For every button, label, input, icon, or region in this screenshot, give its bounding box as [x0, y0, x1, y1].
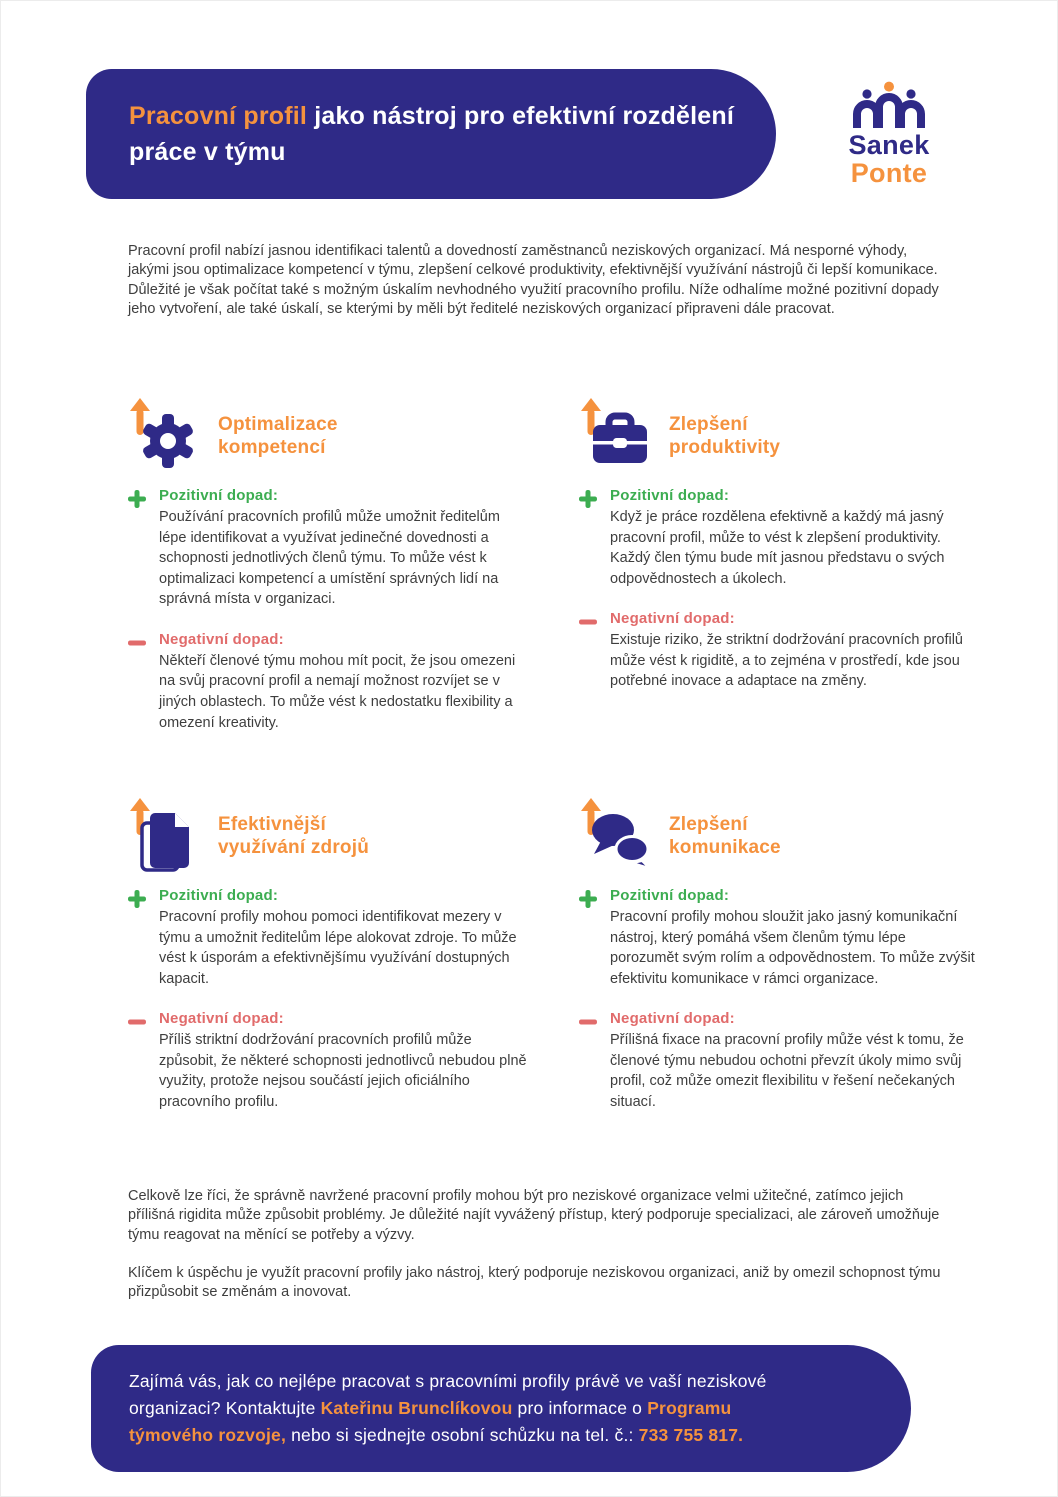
page-title — [129, 98, 736, 171]
section-title-line1: Optimalizace — [218, 413, 338, 435]
footer-text-part1: Zajímá vás, jak co nejlépe pracovat s pracovními profily právě ve vaší neziskové organizaci? Kontaktujte — [129, 1370, 767, 1418]
plus-icon — [128, 887, 146, 989]
section-title-line2: kompetencí — [218, 437, 326, 458]
minus-icon — [579, 610, 597, 692]
positive-impact-label: Pozitivní dopad: — [159, 487, 279, 504]
negative-impact-text: Někteří členové týmu mohou mít pocit, že jsou omezeni na svůj pracovní profil a nemají možnost rozvíjet se v jiných oblastech. To může vést k nedostatku flexibility a omezení kreativity. — [159, 652, 516, 731]
page-title-highlight: Pracovní profil — [129, 101, 308, 130]
section-header — [579, 397, 991, 475]
section-title-line1: Zlepšení — [669, 813, 748, 835]
minus-icon — [128, 631, 146, 733]
positive-impact-body — [610, 487, 978, 589]
positive-impact-body — [610, 887, 978, 989]
positive-impact-body — [159, 487, 527, 610]
negative-impact-label: Negativní dopad: — [159, 1010, 284, 1028]
chat-bubbles-icon — [589, 811, 651, 869]
positive-impact-text: Když je práce rozdělena efektivně a každý má jasný pracovní profil, může to vést k zlepšení produktivity. Každý člen týmu bude mít jasnou představu o svých odpovědnostech a úkolech. — [610, 509, 945, 587]
negative-impact-label: Negativní dopad: — [159, 630, 284, 648]
negative-impact-block — [128, 631, 540, 733]
section-title-line1: Zlepšení — [669, 413, 748, 435]
positive-impact-block — [579, 487, 991, 589]
header-banner — [86, 69, 776, 199]
section-title-line2: využívání zdrojů — [218, 837, 370, 858]
section-title-line1: Efektivnější — [218, 813, 327, 835]
minus-icon — [128, 1010, 146, 1112]
section-icon-wrap — [579, 797, 651, 875]
footer-contact-text — [129, 1368, 816, 1449]
positive-impact-body — [159, 887, 527, 989]
section-title — [218, 413, 338, 459]
document-icon — [138, 811, 194, 873]
negative-impact-block — [128, 1010, 540, 1112]
bridge-people-icon — [849, 81, 929, 129]
footer-text-part3: nebo si sjednejte osobní schůzku na tel. č.: — [286, 1425, 639, 1446]
positive-impact-text: Používání pracovních profilů může umožnit ředitelům lépe identifikovat a využívat jedinečné dovednosti a schopnosti jednotlivých členů týmu. To může vést k optimalizaci kompetencí a umístění správných lidí na správná místa v organizaci. — [159, 509, 500, 608]
negative-impact-text: Přílišná fixace na pracovní profily může vést k tomu, že členové týmu nebudou ochotni převzít úkoly mimo svůj profil, což může omezit flexibilitu v řešení nečekaných situací. — [610, 1032, 964, 1111]
negative-impact-block — [579, 1010, 991, 1112]
section-title-line2: produktivity — [669, 437, 781, 458]
negative-impact-body — [610, 610, 978, 692]
page-title-rest: jako nástroj pro efektivní rozdělení práce v týmu — [129, 101, 734, 166]
positive-impact-label: Pozitivní dopad: — [610, 487, 730, 504]
negative-impact-label: Negativní dopad: — [610, 610, 735, 628]
negative-impact-body — [159, 1010, 527, 1112]
section-header — [128, 797, 540, 875]
negative-impact-label: Negativní dopad: — [610, 1010, 735, 1028]
section-icon-wrap — [128, 797, 200, 875]
section-header — [579, 797, 991, 875]
plus-icon — [579, 487, 597, 589]
conclusion-paragraph-1: Celkově lze říci, že správně navržené pracovní profily mohou být pro neziskové organizace velmi užitečné, zatímco jejich přílišná rigidita může způsobit problémy. Je důležité najít vyvážený přístup, který podporuje specializaci, ale zároveň umožňuje týmu reagovat na měnící se potřeby a výzvy. — [128, 1188, 940, 1243]
footer-contact-name: Kateřinu Brunclíkovou — [320, 1397, 513, 1418]
gear-icon — [138, 411, 198, 471]
briefcase-icon — [589, 411, 651, 469]
section-title — [669, 413, 780, 459]
positive-impact-block — [128, 887, 540, 989]
positive-impact-text: Pracovní profily mohou pomoci identifikovat mezery v týmu a umožnit ředitelům lépe alokovat zdroje. To může vést k úsporám a efektivnějšímu využívání dostupných kapacit. — [159, 909, 517, 987]
section-title — [218, 813, 369, 859]
negative-impact-text: Příliš striktní dodržování pracovních profilů může způsobit, že některé schopnosti jednotlivců nebudou plně využity, protože nejsou součástí jejich oficiálního pracovního profilu. — [159, 1032, 527, 1111]
section-zlepseni-produktivity — [579, 397, 991, 713]
footer-phone-number: 733 755 817. — [638, 1425, 744, 1446]
positive-impact-label: Pozitivní dopad: — [610, 887, 730, 904]
section-zlepseni-komunikace — [579, 797, 991, 1134]
logo-text-ponte: Ponte — [850, 158, 928, 189]
section-optimalizace-kompetenci — [128, 397, 540, 754]
minus-icon — [579, 1010, 597, 1112]
plus-icon — [128, 487, 146, 610]
section-icon-wrap — [579, 397, 651, 475]
positive-impact-block — [579, 887, 991, 989]
footer-text-part2: pro informace o — [512, 1397, 648, 1418]
positive-impact-text: Pracovní profily mohou sloužit jako jasný komunikační nástroj, který pomáhá všem členům týmu lépe porozumět svým rolím a odpovědnostem. To může zvýšit efektivitu komunikace v rámci organizace. — [610, 909, 975, 987]
section-header — [128, 397, 540, 475]
negative-impact-block — [579, 610, 991, 692]
conclusion-paragraph-2: Klíčem k úspěchu je využít pracovní profily jako nástroj, který podporuje neziskovou organizaci, aniž by omezil schopnost týmu přizpůsobit se změnám a inovovat. — [128, 1265, 941, 1301]
section-efektivnejsi-vyuzivani-zdroju — [128, 797, 540, 1134]
positive-impact-block — [128, 487, 540, 610]
intro-paragraph: Pracovní profil nabízí jasnou identifikaci talentů a dovedností zaměstnanců neziskových organizací. Má nesporné výhody, jakými jsou optimalizace kompetencí v týmu, zlepšení celkové produktivity, efektivnější využívání nástrojů či lepší komunikace. Důležité je však počítat také s možným úskalím nevhodného využití pracovního profilu. Níže odhalíme možné pozitivní dopady jeho vytvoření, ale také úskalí, se kterými by měli být ředitelé neziskových organizací připraveni dále pracovat. — [128, 243, 939, 318]
logo — [837, 81, 941, 189]
section-title — [669, 813, 781, 859]
footer-program-name: Programu týmového rozvoje, — [129, 1397, 732, 1446]
negative-impact-body — [159, 631, 527, 733]
negative-impact-text: Existuje riziko, že striktní dodržování pracovních profilů může vést k rigiditě, a to zejména v prostředí, kde jsou potřebné inovace a adaptace na změny. — [610, 632, 963, 690]
logo-text-sanek: Sanek — [848, 130, 930, 160]
plus-icon — [579, 887, 597, 989]
section-title-line2: komunikace — [669, 837, 781, 858]
positive-impact-label: Pozitivní dopad: — [159, 887, 279, 904]
footer-banner — [91, 1345, 911, 1472]
negative-impact-body — [610, 1010, 978, 1112]
section-icon-wrap — [128, 397, 200, 475]
